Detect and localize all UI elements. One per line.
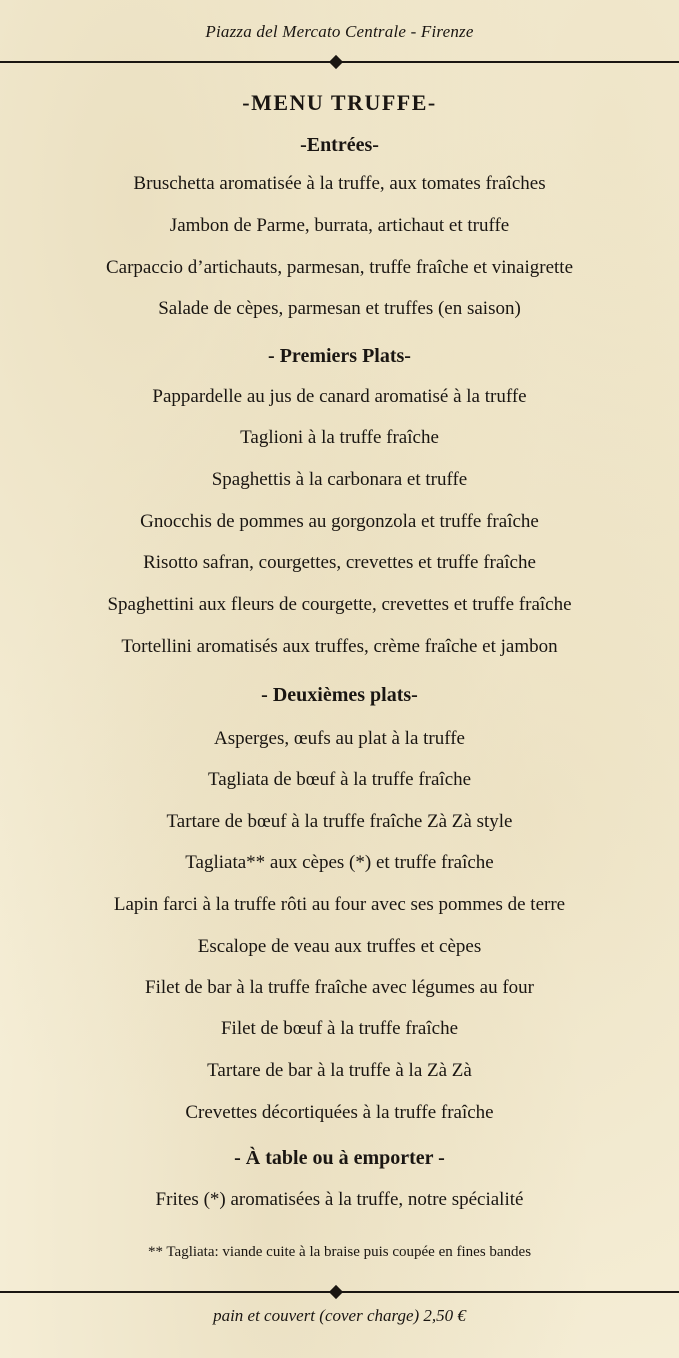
menu-item: Frites (*) aromatisées à la truffe, notre spécialité bbox=[155, 1189, 524, 1210]
menu-item: Lapin farci à la truffe rôti au four avec ses pommes de terre bbox=[113, 894, 566, 915]
menu-item: Spaghettis à la carbonara et truffe bbox=[211, 469, 468, 490]
menu-item: Tartare de bar à la truffe à la Zà Zà bbox=[207, 1060, 472, 1081]
header-location: Piazza del Mercato Centrale - Firenze bbox=[205, 22, 474, 41]
menu-item: Escalope de veau aux truffes et cèpes bbox=[197, 936, 482, 957]
menu-title: -MENU TRUFFE- bbox=[242, 90, 437, 115]
section-title-a-table: - À table ou à emporter - bbox=[234, 1147, 445, 1169]
menu-item: Jambon de Parme, burrata, artichaut et truffe bbox=[169, 215, 510, 236]
menu-item: Filet de bar à la truffe fraîche avec légumes au four bbox=[145, 977, 534, 998]
menu-item: Bruschetta aromatisée à la truffe, aux tomates fraîches bbox=[133, 173, 546, 194]
bottom-divider-diamond-icon bbox=[329, 1285, 343, 1299]
menu-item: Risotto safran, courgettes, crevettes et truffe fraîche bbox=[143, 552, 536, 573]
menu-item: Tortellini aromatisés aux truffes, crème fraîche et jambon bbox=[121, 636, 558, 657]
section-title-deuxiemes-plats: - Deuxièmes plats- bbox=[261, 684, 418, 706]
menu-item: Salade de cèpes, parmesan et truffes (en saison) bbox=[158, 298, 521, 319]
menu-item: Tagliata de bœuf à la truffe fraîche bbox=[207, 769, 472, 790]
menu-item: Tagliata** aux cèpes (*) et truffe fraîche bbox=[185, 852, 494, 873]
cover-charge: pain et couvert (cover charge) 2,50 € bbox=[213, 1306, 466, 1325]
top-divider-diamond-icon bbox=[329, 55, 343, 69]
menu-item: Taglioni à la truffe fraîche bbox=[240, 427, 439, 448]
menu-item: Asperges, œufs au plat à la truffe bbox=[214, 728, 465, 749]
menu-item: Tartare de bœuf à la truffe fraîche Zà Zà style bbox=[166, 811, 513, 832]
menu-item: Gnocchis de pommes au gorgonzola et truffe fraîche bbox=[140, 511, 539, 532]
tagliata-footnote: ** Tagliata: viande cuite à la braise puis coupée en fines bandes bbox=[147, 1244, 532, 1260]
section-title-entrees: -Entrées- bbox=[300, 134, 379, 156]
menu-item: Carpaccio d’artichauts, parmesan, truffe fraîche et vinaigrette bbox=[105, 257, 574, 278]
menu-item: Filet de bœuf à la truffe fraîche bbox=[220, 1018, 459, 1039]
section-title-premiers-plats: - Premiers Plats- bbox=[268, 345, 411, 367]
menu-item: Spaghettini aux fleurs de courgette, crevettes et truffe fraîche bbox=[107, 594, 572, 615]
menu-item: Crevettes décortiquées à la truffe fraîche bbox=[185, 1102, 494, 1123]
menu-item: Pappardelle au jus de canard aromatisé à la truffe bbox=[152, 386, 527, 407]
